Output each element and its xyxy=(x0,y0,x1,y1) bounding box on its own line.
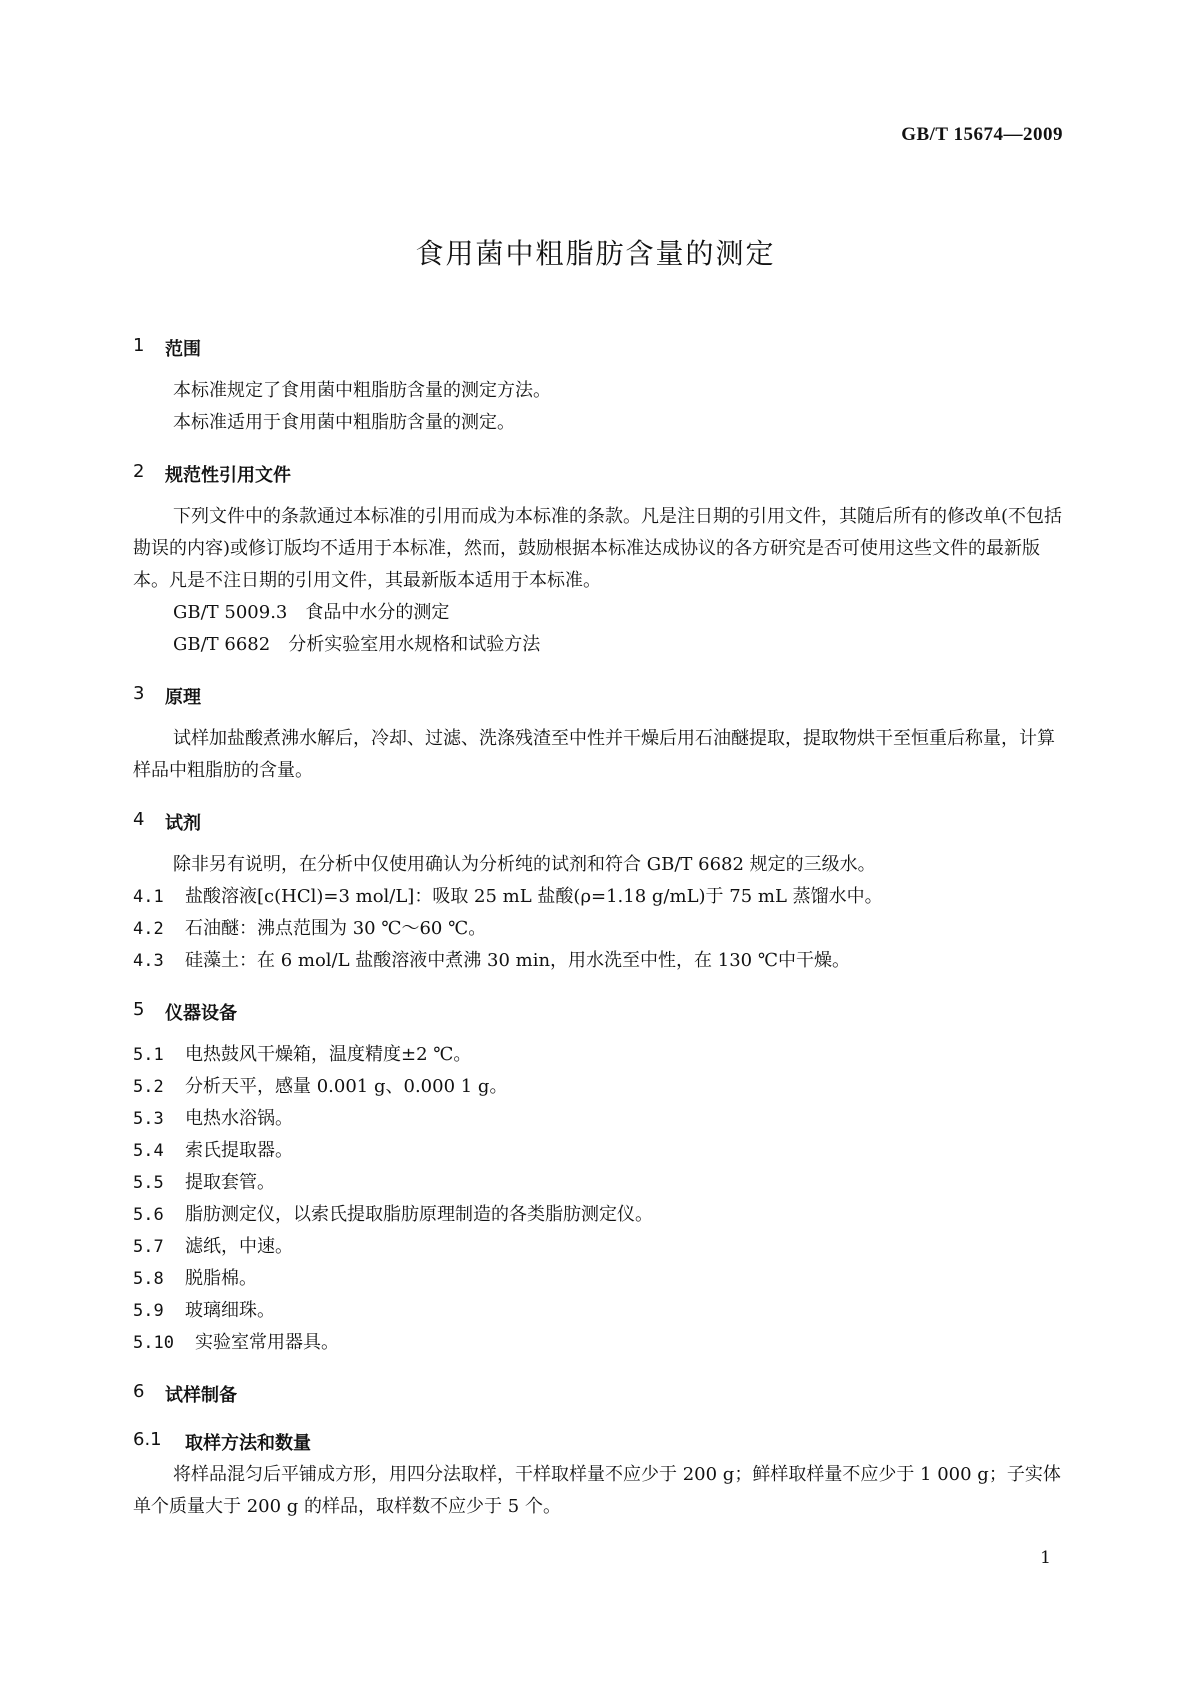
section-heading-2 xyxy=(133,461,1063,487)
item-text: 索氏提取器。 xyxy=(185,1140,293,1161)
item-number: 4.2 xyxy=(133,919,164,939)
item-number: 5.9 xyxy=(133,1301,164,1321)
item-number: 4.3 xyxy=(133,951,164,971)
section-title: 试样制备 xyxy=(165,1385,237,1406)
item-number: 5.5 xyxy=(133,1173,164,1193)
item-text: 提取套管。 xyxy=(185,1172,275,1193)
section-number: 6 xyxy=(133,1381,145,1402)
list-item xyxy=(133,913,1063,945)
item-text: 硅藻土：在 6 mol/L 盐酸溶液中煮沸 30 min，用水洗至中性，在 130 ℃中干燥。 xyxy=(185,950,850,971)
paragraph: 试样加盐酸煮沸水解后，冷却、过滤、洗涤残渣至中性并干燥后用石油醚提取，提取物烘干至恒重后称量，计算样品中粗脂肪的含量。 xyxy=(133,728,1055,781)
item-number: 5.4 xyxy=(133,1141,164,1161)
subsection-heading-6-1 xyxy=(133,1429,1063,1455)
item-number: 4.1 xyxy=(133,887,164,907)
normative-reference: GB/T 6682 分析实验室用水规格和试验方法 xyxy=(173,634,541,655)
standard-code: GB/T 15674—2009 xyxy=(901,124,1063,145)
list-item xyxy=(133,1231,1063,1263)
list-item xyxy=(133,1167,1063,1199)
list-item xyxy=(133,881,1063,913)
paragraph: 本标准适用于食用菌中粗脂肪含量的测定。 xyxy=(173,412,515,433)
item-text: 滤纸，中速。 xyxy=(185,1236,293,1257)
section-title: 仪器设备 xyxy=(165,1003,237,1024)
item-number: 5.8 xyxy=(133,1269,164,1289)
section-number: 2 xyxy=(133,461,145,482)
section-number: 1 xyxy=(133,335,145,356)
subsection-number: 6.1 xyxy=(133,1429,162,1450)
page-number: 1 xyxy=(1040,1548,1051,1568)
list-item xyxy=(133,1135,1063,1167)
page-title: 食用菌中粗脂肪含量的测定 xyxy=(415,237,776,270)
list-item xyxy=(133,1295,1063,1327)
paragraph: 将样品混匀后平铺成方形，用四分法取样，干样取样量不应少于 200 g；鲜样取样量不应少于 1 000 g；子实体单个质量大于 200 g 的样品，取样数不应少于 5 个。 xyxy=(133,1464,1061,1517)
item-number: 5.1 xyxy=(133,1045,164,1065)
section-title: 原理 xyxy=(165,687,201,708)
list-item xyxy=(133,1071,1063,1103)
normative-reference: GB/T 5009.3 食品中水分的测定 xyxy=(173,602,450,623)
item-number: 5.10 xyxy=(133,1333,174,1353)
item-text: 脱脂棉。 xyxy=(185,1268,257,1289)
list-item xyxy=(133,1103,1063,1135)
item-text: 玻璃细珠。 xyxy=(185,1300,275,1321)
item-number: 5.6 xyxy=(133,1205,164,1225)
item-text: 电热水浴锅。 xyxy=(185,1108,293,1129)
document-body xyxy=(133,335,1063,1523)
item-number: 5.7 xyxy=(133,1237,164,1257)
item-text: 盐酸溶液[c(HCl)=3 mol/L]：吸取 25 mL 盐酸(ρ=1.18 g/mL)于 75 mL 蒸馏水中。 xyxy=(185,886,883,907)
section-title: 试剂 xyxy=(165,813,201,834)
list-item xyxy=(133,945,1063,977)
section-heading-4 xyxy=(133,809,1063,835)
section-number: 4 xyxy=(133,809,145,830)
paragraph: 下列文件中的条款通过本标准的引用而成为本标准的条款。凡是注日期的引用文件，其随后所有的修改单(不包括勘误的内容)或修订版均不适用于本标准，然而，鼓励根据本标准达成协议的各方研究是否可使用这些文件的最新版本。凡是不注日期的引用文件，其最新版本适用于本标准。 xyxy=(133,506,1063,591)
section-title: 规范性引用文件 xyxy=(165,465,291,486)
paragraph: 本标准规定了食用菌中粗脂肪含量的测定方法。 xyxy=(173,380,551,401)
item-text: 实验室常用器具。 xyxy=(195,1332,339,1353)
section-number: 3 xyxy=(133,683,145,704)
list-item xyxy=(133,1327,1063,1359)
item-text: 分析天平，感量 0.001 g、0.000 1 g。 xyxy=(185,1076,508,1097)
section-heading-5 xyxy=(133,999,1063,1025)
item-text: 脂肪测定仪，以索氏提取脂肪原理制造的各类脂肪测定仪。 xyxy=(185,1204,653,1225)
section-number: 5 xyxy=(133,999,145,1020)
list-item xyxy=(133,1199,1063,1231)
section-title: 范围 xyxy=(165,339,201,360)
list-item xyxy=(133,1263,1063,1295)
item-text: 电热鼓风干燥箱，温度精度±2 ℃。 xyxy=(185,1044,472,1065)
section-heading-1 xyxy=(133,335,1063,361)
item-number: 5.3 xyxy=(133,1109,164,1129)
paragraph: 除非另有说明，在分析中仅使用确认为分析纯的试剂和符合 GB/T 6682 规定的三级水。 xyxy=(173,854,876,875)
section-heading-3 xyxy=(133,683,1063,709)
item-text: 石油醚：沸点范围为 30 ℃～60 ℃。 xyxy=(185,918,487,939)
item-number: 5.2 xyxy=(133,1077,164,1097)
list-item xyxy=(133,1039,1063,1071)
section-heading-6 xyxy=(133,1381,1063,1407)
subsection-title: 取样方法和数量 xyxy=(185,1433,311,1454)
